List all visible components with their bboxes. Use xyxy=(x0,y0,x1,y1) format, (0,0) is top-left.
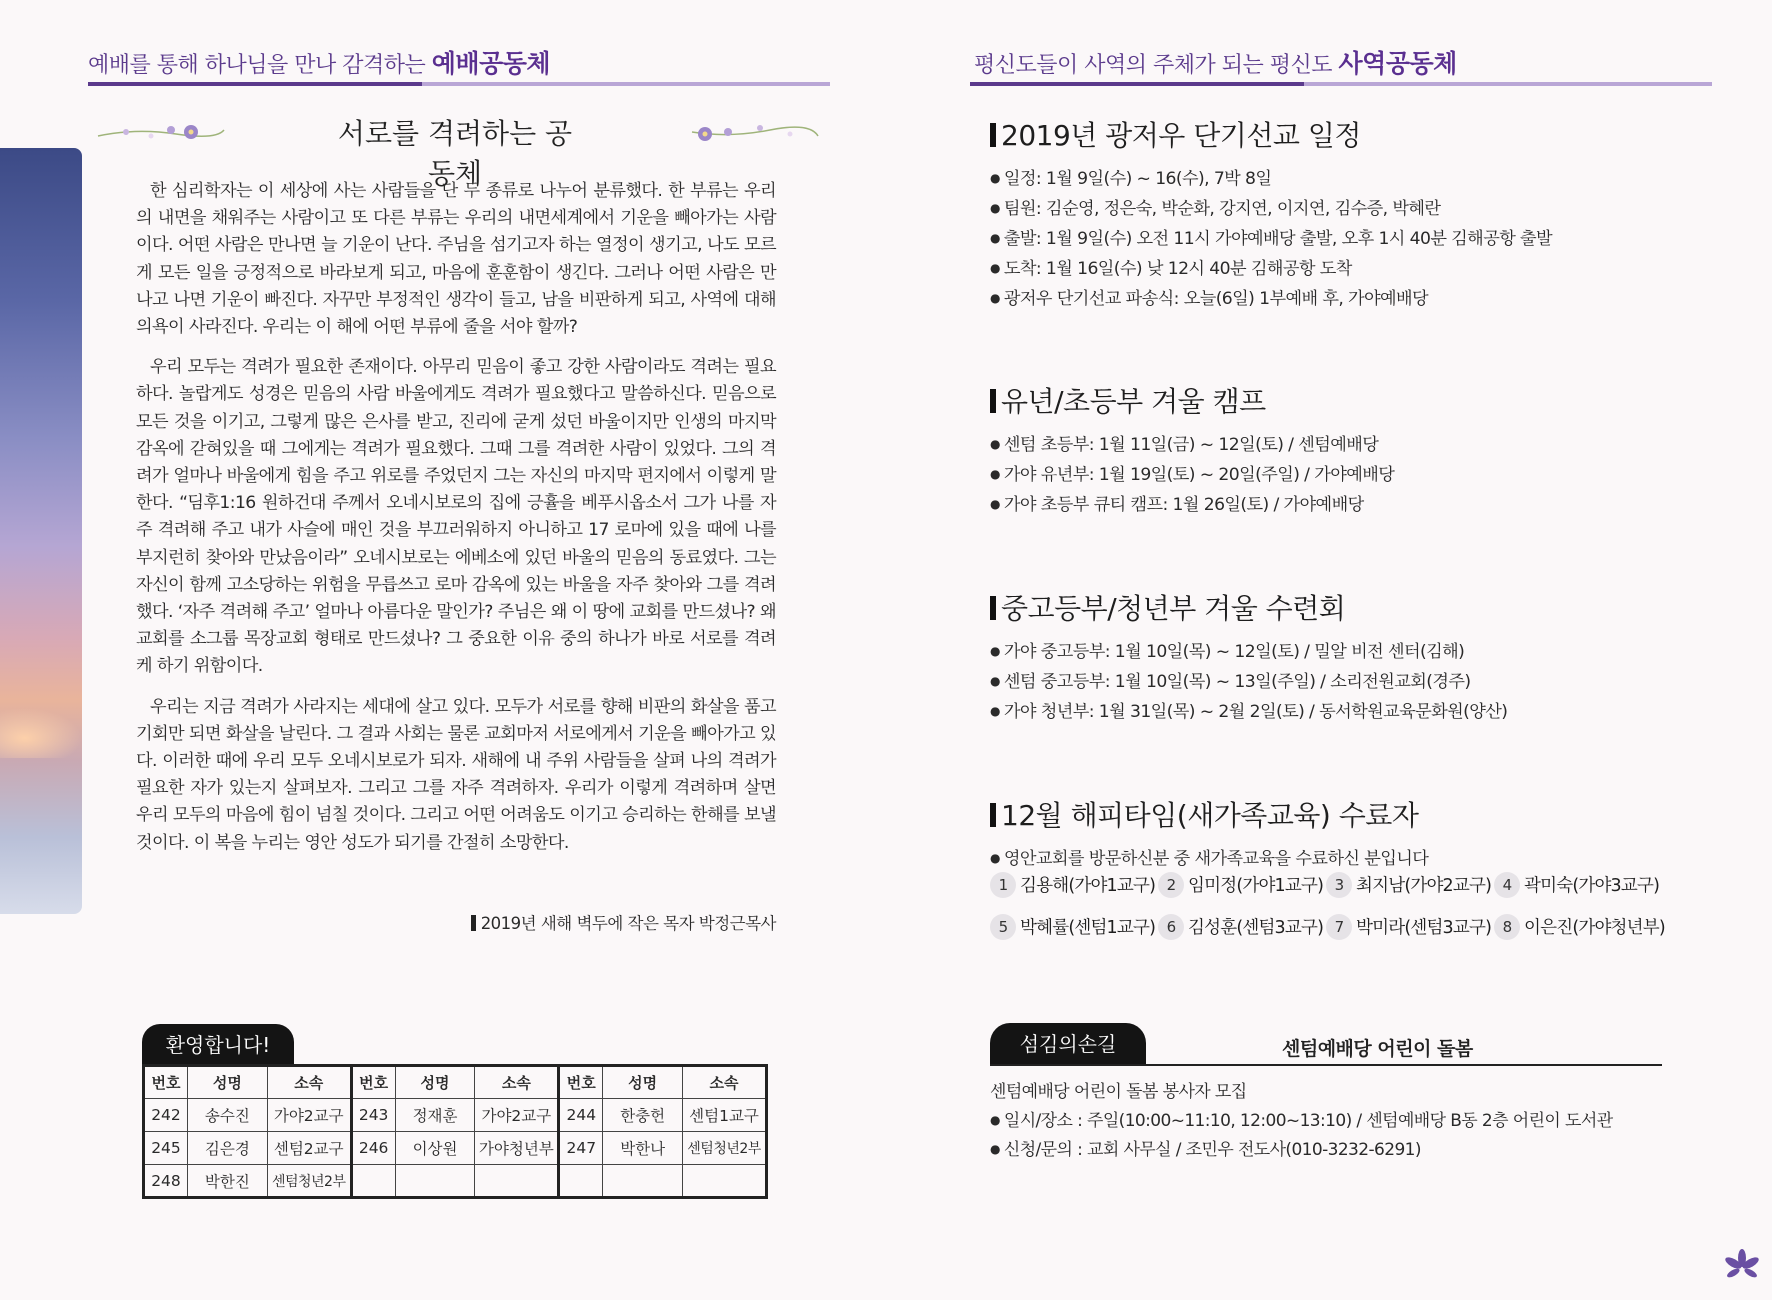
flower-branch-icon xyxy=(96,118,226,148)
article-signature xyxy=(470,910,776,934)
graduate-name: 임미정(가야1교구) xyxy=(1188,876,1324,896)
column-header: 번호 xyxy=(351,1066,395,1099)
table-cell: 박한나 xyxy=(603,1132,683,1165)
table-cell: 이상원 xyxy=(395,1132,475,1165)
notice-winter-camp xyxy=(990,380,1710,520)
list-item: ● 영안교회를 방문하신분 중 새가족교육을 수료하신 분입니다 xyxy=(990,844,1710,874)
table-cell: 247 xyxy=(559,1132,603,1165)
table-cell: 244 xyxy=(559,1099,603,1132)
table-cell xyxy=(351,1165,395,1198)
flower-icon xyxy=(1722,1248,1762,1288)
column-header: 소속 xyxy=(683,1066,767,1099)
list-item: ● 도착: 1월 16일(수) 낮 12시 40분 김해공항 도착 xyxy=(990,254,1710,284)
graduate-item xyxy=(1158,872,1326,898)
notice-title: 2019년 광저우 단기선교 일정 xyxy=(990,114,1710,154)
list-item: ● 가야 중고등부: 1월 10일(목) ~ 12일(토) / 밀알 비전 센터(김해) xyxy=(990,637,1710,667)
number-badge: 7 xyxy=(1326,914,1352,940)
article-paragraph: 한 심리학자는 이 세상에 사는 사람들을 단 두 종류로 나누어 분류했다. 한 부류는 우리의 내면을 채워주는 사람이고 또 다른 부류는 우리의 내면세계에서 기운을 빼아가는 사람이다. 어떤 사람은 만나면 늘 기운이 난다. 주님을 섬기고자 하는 열정이 생기고, 나도 모르게 모든 일을 긍정적으로 바라보게 되고, 마음에 훈훈함이 생긴다. 그러나 어떤 사람은 만나고 나면 기운이 빠진다. 자꾸만 부정적인 생각이 들고, 남을 비판하게 되고, 사역에 대해 의욕이 사라진다. 우리는 이 해에 어떤 부류에 줄을 서야 할까? xyxy=(136,181,776,338)
graduate-item xyxy=(1494,914,1670,940)
table-cell: 가야청년부 xyxy=(475,1132,559,1165)
notice-winter-retreat xyxy=(990,587,1710,727)
service-line xyxy=(990,1106,1670,1135)
table-cell xyxy=(603,1165,683,1198)
signature-text: 2019년 새해 벽두에 작은 목자 박정근목사 xyxy=(480,914,776,933)
article-paragraph: 우리는 지금 격려가 사라지는 세대에 살고 있다. 모두가 서로를 향해 비판의 화살을 품고 기회만 되면 화살을 날린다. 그 결과 사회는 물론 교회마저 서로에게서 기운을 빼아가고 있다. 이러한 때에 우리 모두 오네시보로가 되자. 새해에 내 주위 사람들을 살펴 나의 격려가 필요한 자가 있는지 살펴보자. 그리고 그를 자주 격려하자. 우리가 이렇게 격려하며 살면 우리 모두의 마음에 힘이 넘칠 것이다. 그리고 어떤 어려움도 이기고 승리하는 한해를 보낼 것이다. 이 복을 누리는 영안 성도가 되기를 간절히 소망한다. xyxy=(136,696,776,853)
notice-title: 유년/초등부 겨울 캠프 xyxy=(990,380,1710,420)
section-rule xyxy=(88,82,830,86)
section-header xyxy=(974,44,1457,80)
service-tab: 섬김의손길 xyxy=(990,1023,1146,1065)
column-header: 번호 xyxy=(144,1066,188,1099)
table-cell: 정재훈 xyxy=(395,1099,475,1132)
list-item: ● 센텀 초등부: 1월 11일(금) ~ 12일(토) / 센텀예배당 xyxy=(990,430,1710,460)
decorative-sky-image xyxy=(0,148,82,914)
notice-title: 12월 해피타임(새가족교육) 수료자 xyxy=(990,794,1710,834)
service-line-text: 신청/문의 : 교회 사무실 / 조민우 전도사(010-3232-6291) xyxy=(1003,1140,1421,1160)
graduate-item xyxy=(1158,914,1326,940)
column-header: 성명 xyxy=(395,1066,475,1099)
list-item: ● 출발: 1월 9일(수) 오전 11시 가야예배당 출발, 오후 1시 40분 김해공항 출발 xyxy=(990,224,1710,254)
article-body xyxy=(136,178,776,870)
flower-branch-icon xyxy=(690,118,820,148)
service-rule xyxy=(990,1064,1662,1066)
table-row xyxy=(144,1165,767,1198)
table-row xyxy=(144,1099,767,1132)
table-cell: 248 xyxy=(144,1165,188,1198)
graduate-item xyxy=(990,872,1158,898)
number-badge: 8 xyxy=(1494,914,1520,940)
list-item: ● 광저우 단기선교 파송식: 오늘(6일) 1부예배 후, 가야예배당 xyxy=(990,284,1710,314)
section-rule xyxy=(970,82,1712,86)
table-cell: 센텀청년2부 xyxy=(683,1132,767,1165)
table-cell: 246 xyxy=(351,1132,395,1165)
table-cell: 센텀청년2부 xyxy=(267,1165,351,1198)
graduate-list xyxy=(990,872,1670,940)
number-badge: 3 xyxy=(1326,872,1352,898)
graduate-name: 박혜률(센텀1교구) xyxy=(1020,918,1156,938)
number-badge: 4 xyxy=(1494,872,1520,898)
table-cell xyxy=(683,1165,767,1198)
number-badge: 6 xyxy=(1158,914,1184,940)
column-header: 성명 xyxy=(603,1066,683,1099)
table-header-row xyxy=(144,1066,767,1099)
number-badge: 2 xyxy=(1158,872,1184,898)
table-row xyxy=(144,1132,767,1165)
table-cell: 245 xyxy=(144,1132,188,1165)
table-cell: 박한진 xyxy=(187,1165,267,1198)
graduate-name: 이은진(가야청년부) xyxy=(1524,918,1665,938)
graduate-name: 김성훈(센텀3교구) xyxy=(1188,918,1324,938)
welcome-tab: 환영합니다! xyxy=(142,1024,294,1064)
notice-mission-schedule xyxy=(990,114,1710,314)
graduate-name: 박미라(센텀3교구) xyxy=(1356,918,1492,938)
column-header: 성명 xyxy=(187,1066,267,1099)
column-header: 소속 xyxy=(267,1066,351,1099)
welcome-table xyxy=(142,1064,768,1199)
list-item: ● 일정: 1월 9일(수) ~ 16(수), 7박 8일 xyxy=(990,164,1710,194)
table-cell: 송수진 xyxy=(187,1099,267,1132)
graduate-name: 김용해(가야1교구) xyxy=(1020,876,1156,896)
table-cell xyxy=(475,1165,559,1198)
article-title: 서로를 격려하는 공동체 xyxy=(337,117,573,190)
column-header: 소속 xyxy=(475,1066,559,1099)
table-cell: 김은경 xyxy=(187,1132,267,1165)
section-header-emphasis: 예배공동체 xyxy=(431,49,551,78)
column-header: 번호 xyxy=(559,1066,603,1099)
table-cell: 242 xyxy=(144,1099,188,1132)
table-cell: 한충헌 xyxy=(603,1099,683,1132)
service-line xyxy=(990,1135,1670,1164)
service-intro: 센텀예배당 어린이 돌봄 봉사자 모집 xyxy=(990,1082,1247,1102)
section-header-prefix: 예배를 통해 하나님을 만나 감격하는 xyxy=(88,53,426,78)
section-header-prefix: 평신도들이 사역의 주체가 되는 평신도 xyxy=(974,53,1333,78)
service-body xyxy=(990,1078,1670,1164)
list-item: ● 가야 유년부: 1월 19일(토) ~ 20일(주일) / 가야예배당 xyxy=(990,460,1710,490)
list-item: ● 센텀 중고등부: 1월 10일(목) ~ 13일(주일) / 소리전원교회(경주) xyxy=(990,667,1710,697)
list-item: ● 팀원: 김순영, 정은숙, 박순화, 강지연, 이지연, 김수증, 박혜란 xyxy=(990,194,1710,224)
service-title: 센텀예배당 어린이 돌봄 xyxy=(1282,1038,1473,1060)
table-cell: 가야2교구 xyxy=(267,1099,351,1132)
table-cell: 센텀2교구 xyxy=(267,1132,351,1165)
table-cell: 가야2교구 xyxy=(475,1099,559,1132)
section-header-emphasis: 사역공동체 xyxy=(1338,49,1457,78)
section-header xyxy=(88,44,550,80)
notice-happy-time xyxy=(990,794,1710,874)
article-paragraph: 우리 모두는 격려가 필요한 존재이다. 아무리 믿음이 좋고 강한 사람이라도 격려는 필요하다. 놀랍게도 성경은 믿음의 사람 바울에게도 격려가 필요했다고 말씀하신다. 믿음으로 모든 것을 이기고, 그렇게 많은 은사를 받고, 진리에 굳게 섰던 바울이지만 인생의 마지막 감옥에 갇혀있을 때 그에게는 격려가 필요했다. 그때 그를 격려한 사람이 있었다. 그의 격려가 얼마나 바울에게 힘을 주고 위로를 주었던지 그는 자신의 마지막 편지에서 이렇게 말한다. “딤후1:16 원하건대 주께서 오네시보로의 집에 긍휼을 베푸시옵소서 그가 나를 자주 격려해 주고 내가 사슬에 매인 것을 부끄러워하지 아니하고 17 로마에 있을 때에 나를 부지런히 찾아와 만났음이라” 오네시보로는 에베소에 있던 바울의 믿음의 동료였다. 그는 자신이 함께 고소당하는 위험을 무릅쓰고 로마 감옥에 있는 바울을 자주 찾아와 그를 격려했다. ‘자주 격려해 주고’ 얼마나 아름다운 말인가? 주님은 왜 이 땅에 교회를 만드셨나? 왜 교회를 소그룹 목장교회 형태로 만드셨나? 그 중요한 이유 중의 하나가 바로 서로를 격려케 하기 위함이다. xyxy=(136,357,776,677)
graduate-name: 최지남(가야2교구) xyxy=(1356,876,1492,896)
list-item: ● 가야 초등부 큐티 캠프: 1월 26일(토) / 가야예배당 xyxy=(990,490,1710,520)
graduate-item xyxy=(990,914,1158,940)
number-badge: 5 xyxy=(990,914,1016,940)
graduate-item xyxy=(1326,872,1494,898)
graduate-item xyxy=(1326,914,1494,940)
number-badge: 1 xyxy=(990,872,1016,898)
table-cell: 센텀1교구 xyxy=(683,1099,767,1132)
table-cell xyxy=(559,1165,603,1198)
graduate-item xyxy=(1494,872,1670,898)
notice-title: 중고등부/청년부 겨울 수련회 xyxy=(990,587,1710,627)
service-line-text: 일시/장소 : 주일(10:00~11:10, 12:00~13:10) / 센텀예배당 B동 2층 어린이 도서관 xyxy=(1003,1111,1613,1131)
list-item: ● 가야 청년부: 1월 31일(목) ~ 2월 2일(토) / 동서학원교육문화원(양산) xyxy=(990,697,1710,727)
table-cell xyxy=(395,1165,475,1198)
graduate-name: 곽미숙(가야3교구) xyxy=(1524,876,1660,896)
table-cell: 243 xyxy=(351,1099,395,1132)
